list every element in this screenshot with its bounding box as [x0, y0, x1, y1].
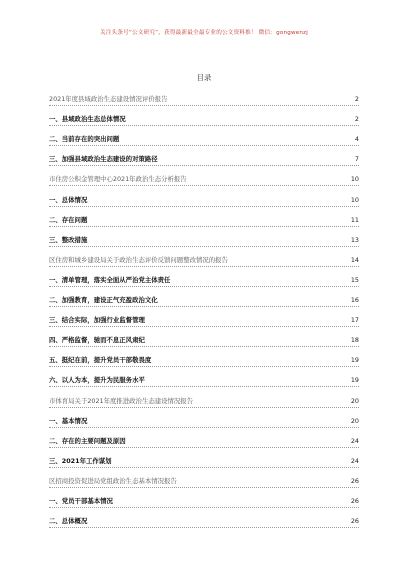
header-promo-note: 关注头条号“公文研究”，获得最新最全最专业的公文资料推！ 微信：gongwenzj [99, 30, 309, 36]
toc-entry-page-number: 19 [350, 376, 359, 385]
toc-entry-page-number: 15 [350, 275, 359, 284]
toc-entry-text: 三、结合实际，加强行业监督管理 [49, 316, 145, 325]
toc-subsection-entry[interactable] [49, 146, 359, 166]
toc-subsection-entry[interactable] [49, 227, 359, 247]
table-of-contents [49, 86, 359, 528]
toc-entry-text: 三、整改措施 [49, 235, 88, 244]
toc-entry-page-number: 20 [350, 396, 359, 405]
toc-section-entry[interactable] [49, 468, 359, 488]
toc-entry-page-number: 11 [350, 215, 359, 224]
toc-subsection-entry[interactable] [49, 186, 359, 206]
toc-subsection-entry[interactable] [49, 347, 359, 367]
toc-entry-page-number: 2 [354, 95, 359, 104]
toc-entry-page-number: 24 [350, 436, 359, 445]
toc-subsection-entry[interactable] [49, 408, 359, 428]
toc-entry-text: 一、总体情况 [49, 195, 88, 204]
toc-entry-page-number: 17 [350, 316, 359, 325]
toc-entry-text: 五、挺纪在前，提升党员干部敬畏度 [49, 356, 152, 365]
toc-subsection-entry[interactable] [49, 287, 359, 307]
toc-entry-page-number: 26 [350, 517, 359, 526]
toc-section-entry[interactable] [49, 247, 359, 267]
toc-entry-text: 区住房和城乡建设局关于政治生态评价反馈问题整改情况的报告 [49, 255, 228, 264]
toc-entry-page-number: 13 [350, 235, 359, 244]
toc-entry-page-number: 7 [354, 155, 359, 164]
toc-entry-page-number: 4 [354, 135, 359, 144]
toc-entry-text: 六、以人为本，提升为民服务水平 [49, 376, 145, 385]
toc-entry-page-number: 19 [350, 356, 359, 365]
toc-entry-page-number: 2 [354, 115, 359, 124]
toc-entry-text: 2021年度县域政治生态建设情况评价报告 [49, 95, 168, 104]
toc-entry-text: 一、清单管理，落实全面从严治党主体责任 [49, 275, 171, 284]
toc-entry-text: 一、基本情况 [49, 416, 88, 425]
toc-entry-text: 二、总体概况 [49, 517, 88, 526]
toc-entry-text: 二、加强教育，建设正气充盈政治文化 [49, 296, 158, 305]
toc-subsection-entry[interactable] [49, 126, 359, 146]
toc-subsection-entry[interactable] [49, 508, 359, 528]
toc-entry-text: 二、当前存在的突出问题 [49, 135, 120, 144]
toc-subsection-entry[interactable] [49, 488, 359, 508]
toc-title: 目录 [196, 73, 212, 82]
toc-entry-text: 一、县域政治生态总体情况 [49, 115, 126, 124]
toc-section-entry[interactable] [49, 86, 359, 106]
toc-entry-text: 一、党员干部基本情况 [49, 496, 113, 505]
toc-entry-text: 二、存在的主要问题及原因 [49, 436, 126, 445]
toc-subsection-entry[interactable] [49, 327, 359, 347]
toc-entry-text: 三、2021年工作谋划 [49, 456, 112, 465]
toc-subsection-entry[interactable] [49, 307, 359, 327]
toc-entry-page-number: 10 [350, 195, 359, 204]
toc-entry-text: 区招商投资促进局党组政治生态基本情况报告 [49, 476, 177, 485]
toc-subsection-entry[interactable] [49, 207, 359, 227]
toc-entry-text: 三、加强县域政治生态建设的对策路径 [49, 155, 158, 164]
toc-section-entry[interactable] [49, 166, 359, 186]
toc-entry-text: 四、严格监督，驰而不息正风肃纪 [49, 336, 145, 345]
toc-subsection-entry[interactable] [49, 367, 359, 387]
toc-entry-page-number: 16 [350, 296, 359, 305]
toc-entry-text: 二、存在问题 [49, 215, 88, 224]
toc-subsection-entry[interactable] [49, 448, 359, 468]
toc-entry-page-number: 18 [350, 336, 359, 345]
toc-subsection-entry[interactable] [49, 106, 359, 126]
toc-entry-page-number: 24 [350, 456, 359, 465]
toc-entry-page-number: 26 [350, 476, 359, 485]
toc-section-entry[interactable] [49, 387, 359, 407]
toc-entry-page-number: 20 [350, 416, 359, 425]
toc-subsection-entry[interactable] [49, 267, 359, 287]
toc-entry-page-number: 14 [350, 255, 359, 264]
toc-entry-text: 市体育局关于2021年度推进政治生态建设情况报告 [49, 396, 194, 405]
toc-entry-text: 市住房公积金管理中心2021年政治生态分析报告 [49, 175, 187, 184]
toc-entry-page-number: 10 [350, 175, 359, 184]
toc-subsection-entry[interactable] [49, 428, 359, 448]
toc-entry-page-number: 26 [350, 496, 359, 505]
